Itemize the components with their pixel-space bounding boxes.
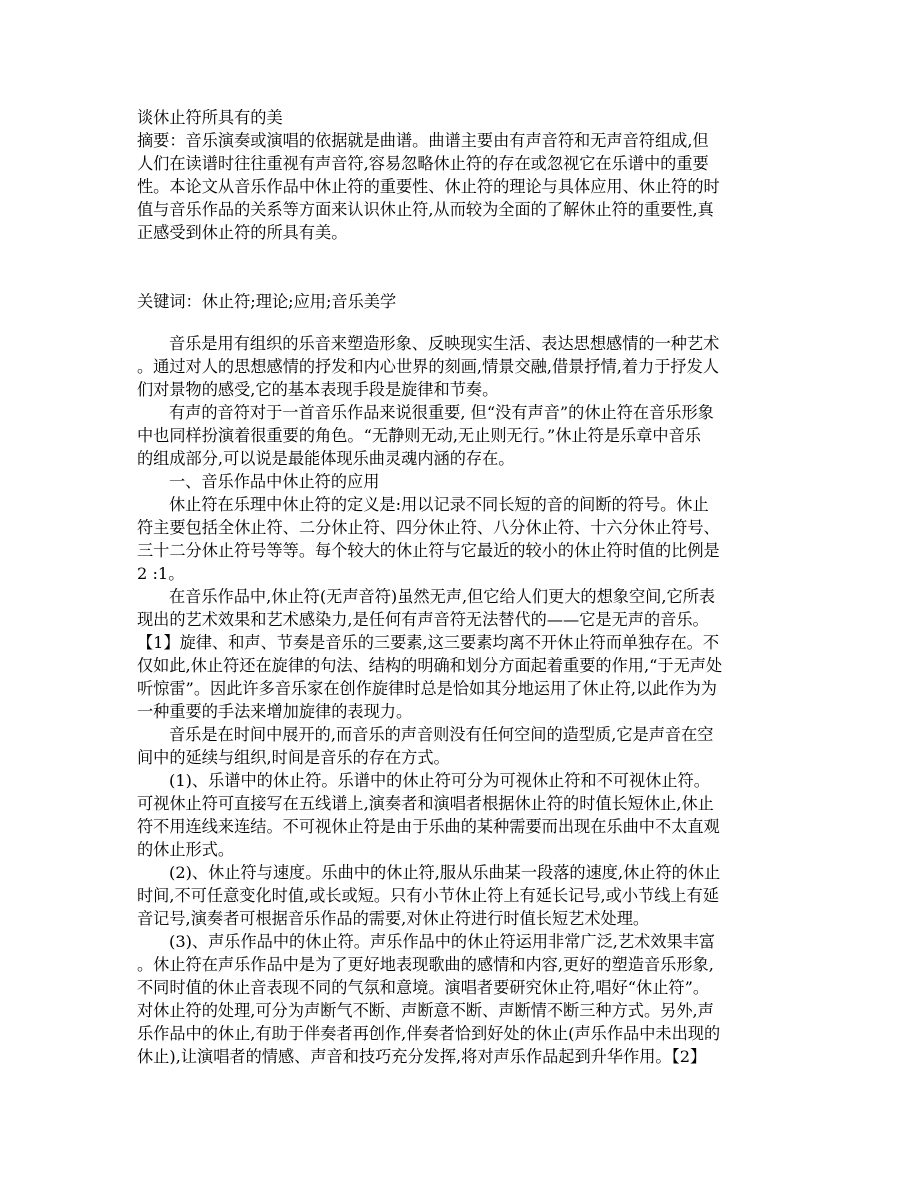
paragraph-line: 仅如此,休止符还在旋律的句法、结构的明确和划分方面起着重要的作用,“于无声处 [137,656,723,675]
paragraph-line: 一种重要的手法来增加旋律的表现力。 [137,702,413,721]
abstract-line: 摘要：音乐演奏或演唱的依据就是曲谱。曲谱主要由有声音符和无声音符组成,但 [137,131,709,150]
paragraph-line: 休止符在乐理中休止符的定义是:用以记录不同长短的音的间断的符号。休止 [169,495,709,514]
paragraph-line: 们对景物的感受,它的基本表现手段是旋律和节奏。 [137,380,499,399]
paragraph-line: 休止),让演唱者的情感、声音和技巧充分发挥,将对声乐作品起到升华作用。【2】 [137,1047,707,1066]
paragraph-line: (1)、乐谱中的休止符。乐谱中的休止符可分为可视休止符和不可视休止符。 [169,771,710,790]
paragraph-line: 2 :1。 [137,564,185,583]
paragraph-line: 在音乐作品中,休止符(无声音符)虽然无声,但它给人们更大的想象空间,它所表 [169,587,716,606]
keywords: 关键词：休止符;理论;应用;音乐美学 [137,292,397,311]
paragraph-line: 的休止形式。 [137,840,235,859]
paragraph [137,332,787,401]
abstract [137,129,787,244]
paragraph-line: 。休止符在声乐作品中是为了更好地表现歌曲的感情和内容,更好的塑造音乐形象, [137,955,714,974]
paragraph-line: 听惊雷”。因此许多音乐家在创作旋律时总是恰如其分地运用了休止符,以此作为为 [137,679,717,698]
abstract-line: 人们在读谱时往往重视有声音符,容易忽略休止符的存在或忽视它在乐谱中的重要 [137,154,709,173]
paragraph-line: 【1】旋律、和声、节奏是音乐的三要素,这三要素均离不开休止符而单独存在。不 [137,633,720,652]
paragraph-line: 音乐是在时间中展开的,而音乐的声音则没有任何空间的造型质,它是声音在空 [169,725,714,744]
paragraph [137,401,787,470]
paragraph [137,493,787,585]
abstract-line: 值与音乐作品的关系等方面来认识休止符,从而较为全面的了解休止符的重要性,真 [137,200,714,219]
paragraph [137,723,787,769]
abstract-line: 正感受到休止符的所具有美。 [137,223,348,242]
paragraph-line: 三十二分休止符号等等。每个较大的休止符与它最近的较小的休止符时值的比例是 [137,541,720,560]
paragraph [137,930,787,1068]
paragraph-line: 不同时值的休止音表现不同的气氛和意境。演唱者要研究休止符,唱好“休止符”。 [137,978,710,997]
paragraph-line: 可视休止符可直接写在五线谱上,演奏者和演唱者根据休止符的时值长短休止,休止 [137,794,714,813]
document-page [137,106,787,1068]
document-title: 谈休止符所具有的美 [137,108,283,127]
paragraph [137,769,787,861]
paragraph-line: (3)、声乐作品中的休止符。声乐作品中的休止符运用非常广泛,艺术效果丰富 [169,932,716,951]
abstract-line: 性。本论文从音乐作品中休止符的重要性、休止符的理论与具体应用、休止符的时 [137,177,720,196]
paragraph-line: 间中的延续与组织,时间是音乐的存在方式。 [137,748,450,767]
paragraph-line: (2)、休止符与速度。乐曲中的休止符,服从乐曲某一段落的速度,休止符的休止 [169,863,721,882]
paragraph-line: 有声的音符对于一首音乐作品来说很重要, 但“没有声音”的休止符在音乐形象 [169,403,714,422]
paragraph-line: 乐作品中的休止,有助于伴奏者再创作,伴奏者恰到好处的休止(声乐作品中未出现的 [137,1024,721,1043]
section-heading-text: 一、音乐作品中休止符的应用 [169,472,380,491]
paragraph-line: 中也同样扮演着很重要的角色。“无静则无动,无止则无行。”休止符是乐章中音乐 [137,426,701,445]
paragraph-line: 符不用连线来连结。不可视休止符是由于乐曲的某种需要而出现在乐曲中不太直观 [137,817,720,836]
paragraph-line: 音乐是用有组织的乐音来塑造形象、反映现实生活、表达思想感情的一种艺术 [169,334,720,353]
paragraph [137,861,787,930]
paragraph-line: 现出的艺术效果和艺术感染力,是任何有声音符无法替代的——它是无声的音乐。 [137,610,709,629]
paragraph-line: 时间,不可任意变化时值,或长或短。只有小节休止符上有延长记号,或小节线上有延 [137,886,719,905]
paragraph [137,585,787,723]
paragraph-line: 符主要包括全休止符、二分休止符、四分休止符、八分休止符、十六分休止符号、 [137,518,720,537]
paragraph-line: 音记号,演奏者可根据音乐作品的需要,对休止符进行时值长短艺术处理。 [137,909,650,928]
paragraph-line: 。通过对人的思想感情的抒发和内心世界的刻画,情景交融,借景抒情,着力于抒发人 [137,357,719,376]
paragraph-line: 的组成部分,可以说是最能体现乐曲灵魂内涵的存在。 [137,449,515,468]
paragraph-line: 对休止符的处理,可分为声断气不断、声断意不断、声断情不断三种方式。另外,声 [137,1001,714,1020]
section-heading [137,470,787,493]
